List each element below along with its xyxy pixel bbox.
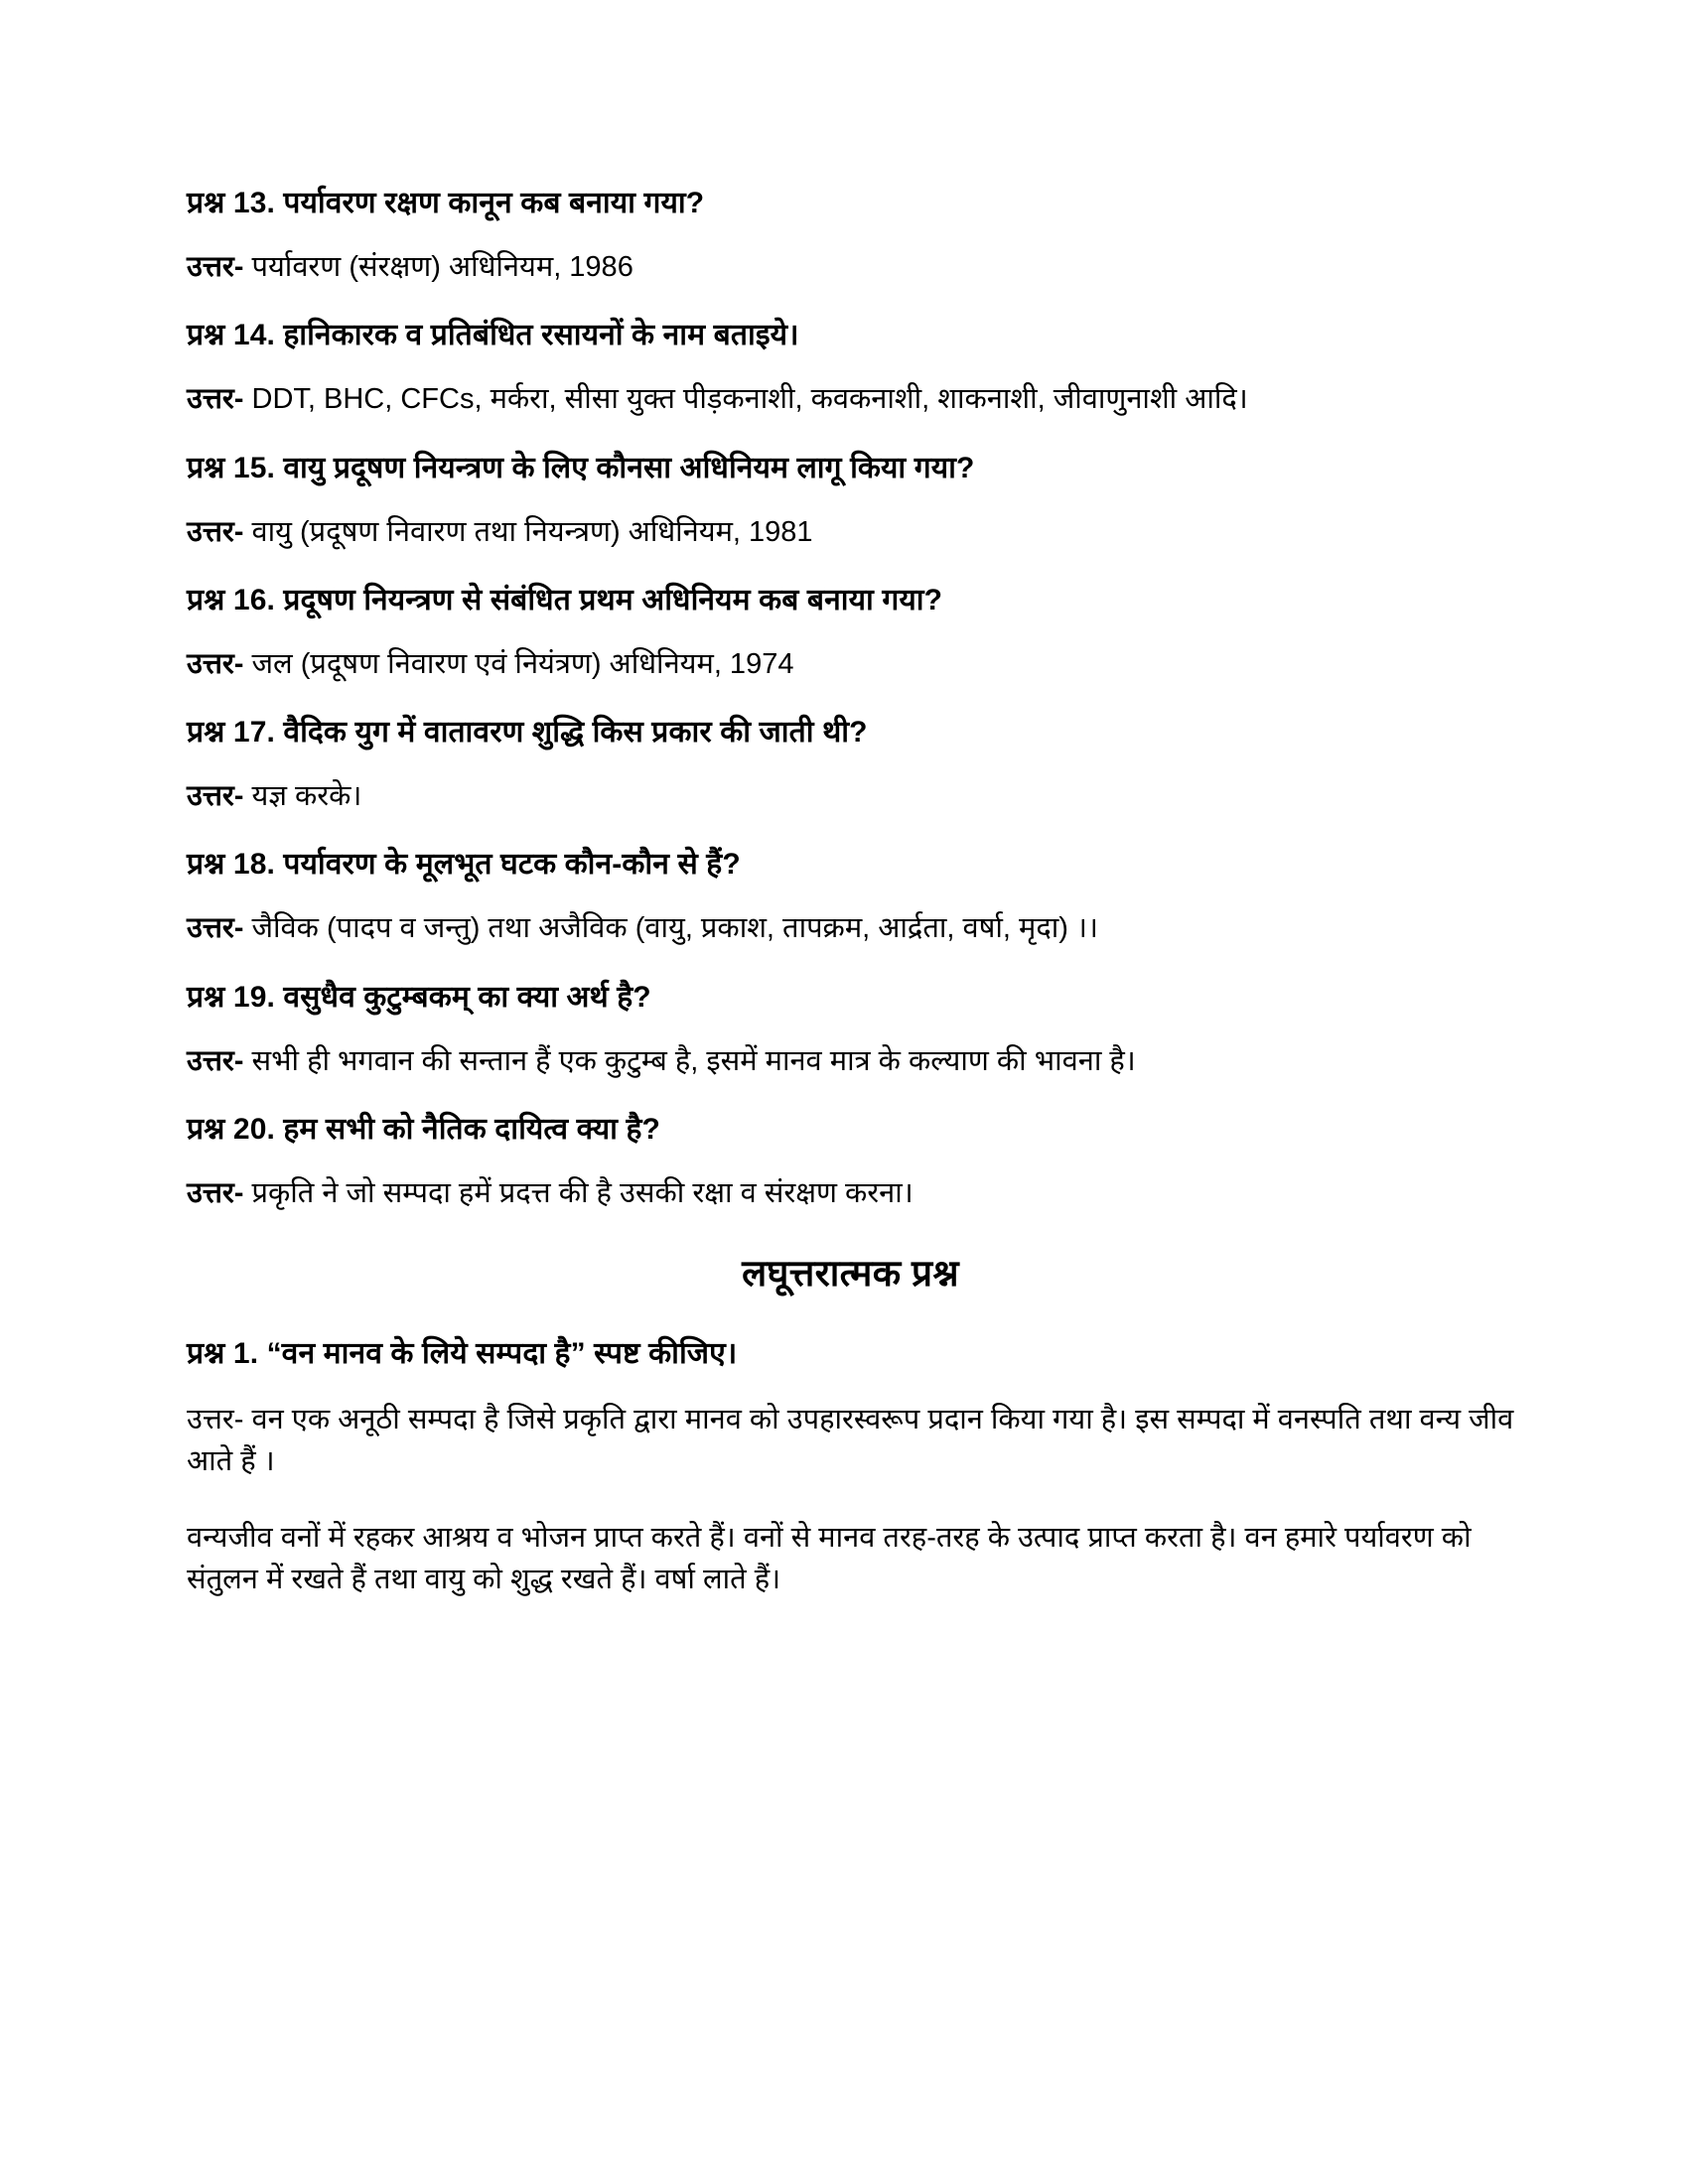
qa-block-17 [187, 713, 1514, 815]
answer-body-20: प्रकृति ने जो सम्पदा हमें प्रदत्त की है उसकी रक्षा व संरक्षण करना। [243, 1176, 914, 1209]
qa-block-19 [187, 978, 1514, 1080]
answer-label-17: उत्तर- [187, 780, 244, 813]
answer-text-17 [187, 777, 1514, 815]
question-heading-17: प्रश्न 17. वैदिक युग में वातावरण शुद्धि किस प्रकार की जाती थी? [187, 716, 868, 750]
answer-body-13: पर्यावरण (संरक्षण) अधिनियम, 1986 [243, 251, 633, 283]
question-heading-16: प्रश्न 16. प्रदूषण नियन्त्रण से संबंधित प्रथम अधिनियम कब बनाया गया? [187, 583, 943, 616]
answer-text-20 [187, 1174, 1514, 1212]
answer-text-16 [187, 645, 1514, 683]
answer-body-19: सभी ही भगवान की सन्तान हैं एक कुटुम्ब है, इसमें मानव मात्र के कल्याण की भावना है। [243, 1044, 1136, 1077]
qa-block-18 [187, 845, 1514, 947]
question-heading-15: प्रश्न 15. वायु प्रदूषण नियन्त्रण के लिए कौनसा अधिनियम लागू किया गया? [187, 451, 975, 484]
answer-body-16: जल (प्रदूषण निवारण एवं नियंत्रण) अधिनियम, 1974 [243, 647, 794, 680]
answer-label-long-1: उत्तर- [187, 1404, 244, 1436]
answer-label-15: उत्तर- [187, 515, 244, 548]
qa-block-13 [187, 184, 1514, 286]
answer-body-17: यज्ञ करके। [243, 780, 362, 813]
question-heading-long-1: प्रश्न 1. “वन मानव के लिये सम्पदा है” स्पष्ट कीजिए। [187, 1337, 738, 1371]
answer-text-14 [187, 380, 1514, 418]
answer-body-18: जैविक (पादप व जन्तु) तथा अजैविक (वायु, प्रकाश, तापक्रम, आर्द्रता, वर्षा, मृदा) ।। [243, 912, 1098, 945]
section-heading-short-answer: लघूत्तरात्मक प्रश्न [742, 1253, 959, 1295]
question-heading-20: प्रश्न 20. हम सभी को नैतिक दायित्व क्या है? [187, 1112, 660, 1146]
qa-block-14 [187, 316, 1514, 418]
answer-label-20: उत्तर- [187, 1176, 244, 1209]
qa-block-20 [187, 1110, 1514, 1212]
question-heading-19: प्रश्न 19. वसुधैव कुटुम्बकम् का क्या अर्थ है? [187, 980, 651, 1014]
answer-label-14: उत्तर- [187, 383, 244, 416]
answer-paragraph-1 [187, 1399, 1514, 1483]
answer-text-13 [187, 248, 1514, 286]
question-heading-13: प्रश्न 13. पर्यावरण रक्षण कानून कब बनाया गया? [187, 187, 705, 219]
question-heading-14: प्रश्न 14. हानिकारक व प्रतिबंधित रसायनों के नाम बताइये। [187, 319, 799, 352]
qa-block-long-1 [187, 1334, 1514, 1600]
question-heading-18: प्रश्न 18. पर्यावरण के मूलभूत घटक कौन-कौन से हैं? [187, 848, 741, 882]
qa-block-16 [187, 581, 1514, 683]
answer-body-long-1: वन एक अनूठी सम्पदा है जिसे प्रकृति द्वारा मानव को उपहारस्वरूप प्रदान किया गया है। इस सम्पदा में वनस्पति तथा वन्य जीव आते हैं । [187, 1404, 1514, 1478]
answer-body-15: वायु (प्रदूषण निवारण तथा नियन्त्रण) अधिनियम, 1981 [243, 515, 813, 548]
answer-paragraph-2: वन्यजीव वनों में रहकर आश्रय व भोजन प्राप्त करते हैं। वनों से मानव तरह-तरह के उत्पाद प्राप्त करता है। वन हमारे पर्यावरण को संतुलन में रखते हैं तथा वायु को शुद्ध रखते हैं। वर्षा लाते हैं। [187, 1521, 1472, 1596]
answer-label-18: उत्तर- [187, 912, 244, 945]
answer-text-19 [187, 1042, 1514, 1080]
answer-text-15 [187, 513, 1514, 551]
answer-label-13: उत्तर- [187, 251, 244, 283]
answer-label-16: उत्तर- [187, 647, 244, 680]
answer-text-18 [187, 909, 1514, 947]
qa-block-15 [187, 449, 1514, 551]
answer-label-19: उत्तर- [187, 1044, 244, 1077]
answer-body-14: DDT, BHC, CFCs, मर्करा, सीसा युक्त पीड़कनाशी, कवकनाशी, शाकनाशी, जीवाणुनाशी आदि। [243, 383, 1248, 416]
